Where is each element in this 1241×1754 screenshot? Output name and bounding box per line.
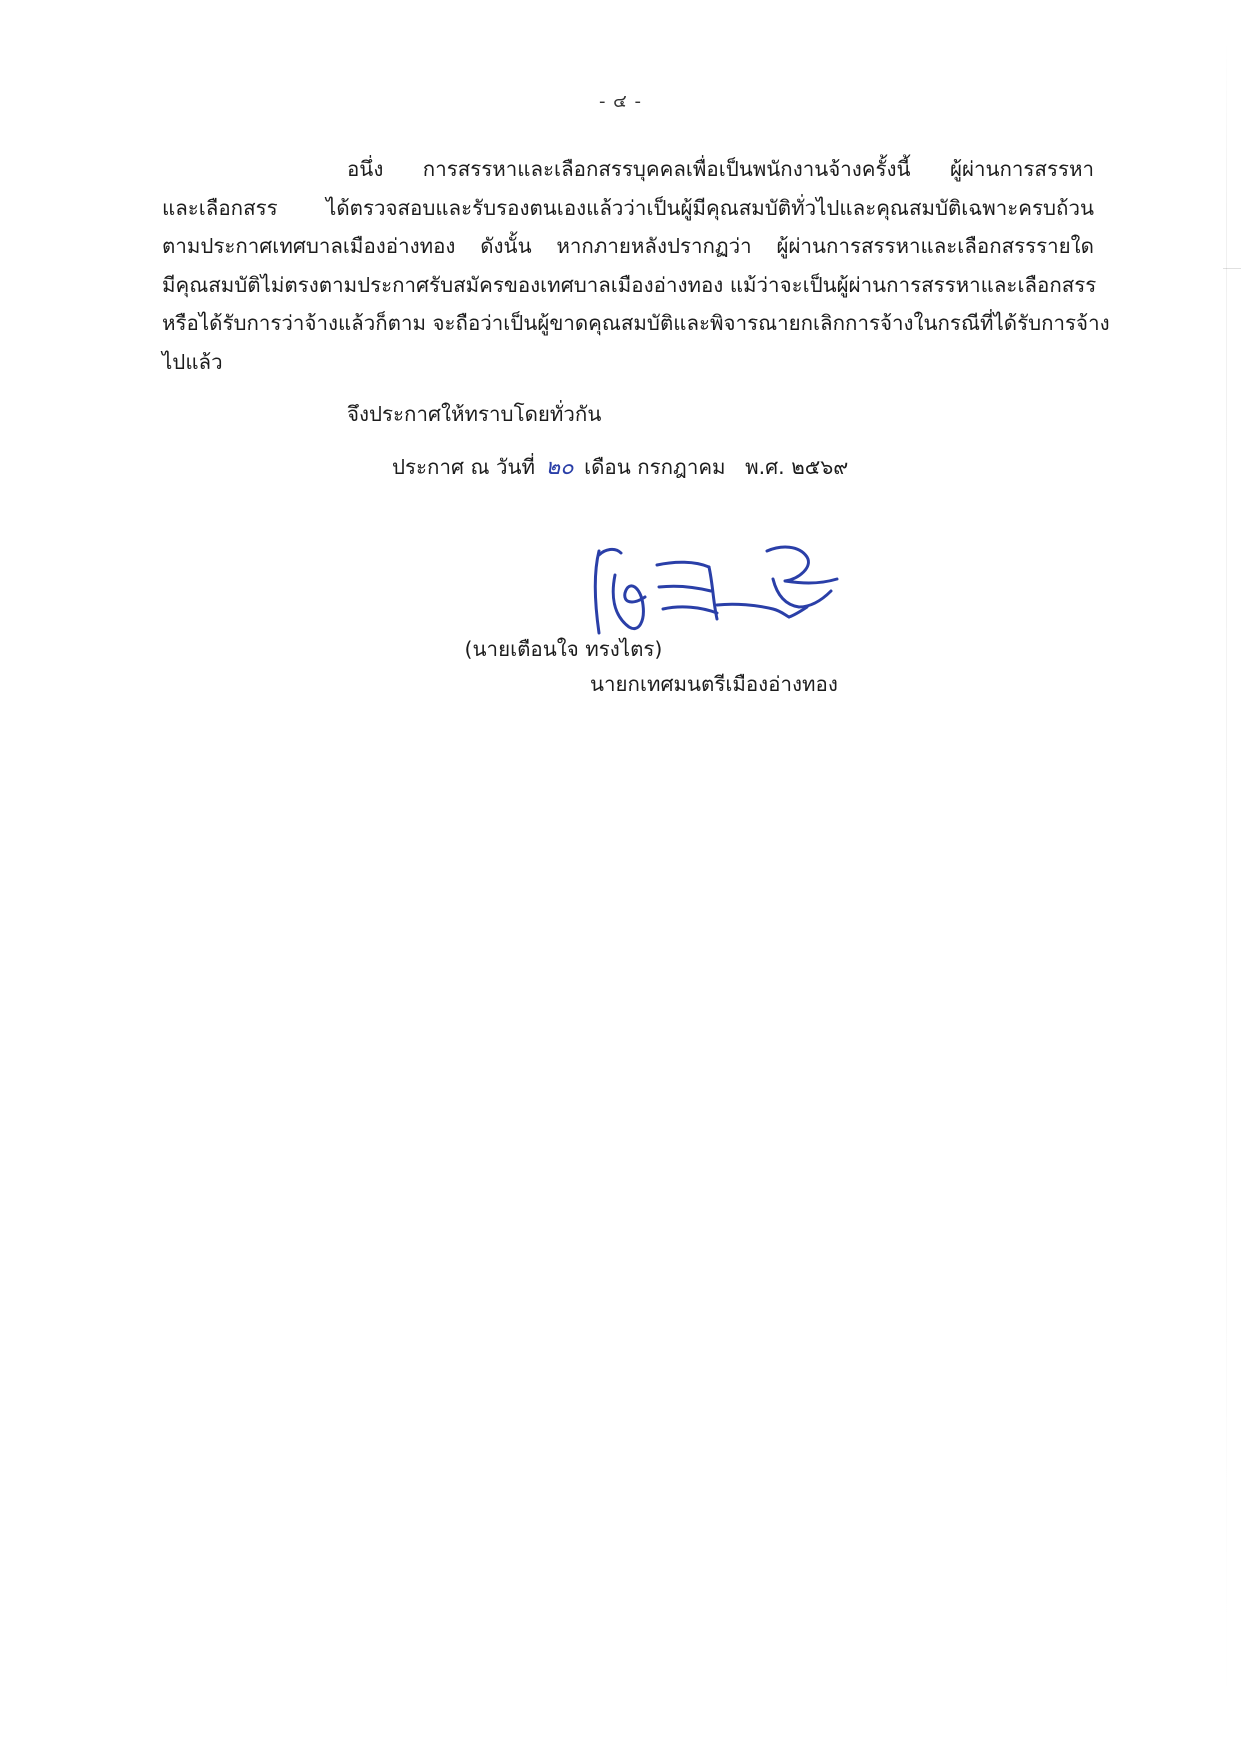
scan-edge <box>1226 40 1227 1720</box>
handwritten-signature <box>585 535 855 645</box>
date-prefix: ประกาศ ณ วันที่ <box>392 455 536 479</box>
signer-name: (นายเตือนใจ ทรงไตร) <box>464 637 663 661</box>
date-month: เดือน กรกฎาคม <box>584 455 726 479</box>
announcement-date <box>392 449 848 484</box>
paragraph-line: หรือได้รับการว่าจ้างแล้วก็ตาม จะถือว่าเป็นผู้ขาดคุณสมบัติและพิจารณายกเลิกการจ้างในกรณีที่ได้รับการจ้าง <box>162 311 1110 335</box>
scan-mark <box>1223 268 1241 269</box>
paragraph-line: อนึ่ง การสรรหาและเลือกสรรบุคคลเพื่อเป็นพนักงานจ้างครั้งนี้ ผู้ผ่านการสรรหา <box>347 157 1094 181</box>
page-number: - ๔ - <box>598 91 643 112</box>
paragraph-line: ตามประกาศเทศบาลเมืองอ่างทอง ดังนั้น หากภายหลังปรากฏว่า ผู้ผ่านการสรรหาและเลือกสรรรายใด <box>162 234 1094 258</box>
date-day-handwritten: ๒๐ <box>545 455 574 480</box>
paragraph-line: มีคุณสมบัติไม่ตรงตามประกาศรับสมัครของเทศบาลเมืองอ่างทอง แม้ว่าจะเป็นผู้ผ่านการสรรหาและเลือกสรร <box>162 272 1097 297</box>
paragraph-line: และเลือกสรร ได้ตรวจสอบและรับรองตนเองแล้วว่าเป็นผู้มีคุณสมบัติทั่วไปและคุณสมบัติเฉพาะครบถ้วน <box>162 195 1094 220</box>
paragraph-line: ไปแล้ว <box>162 349 223 374</box>
date-year: พ.ศ. ๒๕๖๙ <box>745 455 849 479</box>
signer-title: นายกเทศมนตรีเมืองอ่างทอง <box>590 672 838 696</box>
signer-name-row <box>0 633 1241 666</box>
announcement-paragraph <box>162 150 1110 381</box>
closing-statement: จึงประกาศให้ทราบโดยทั่วกัน <box>347 402 602 426</box>
